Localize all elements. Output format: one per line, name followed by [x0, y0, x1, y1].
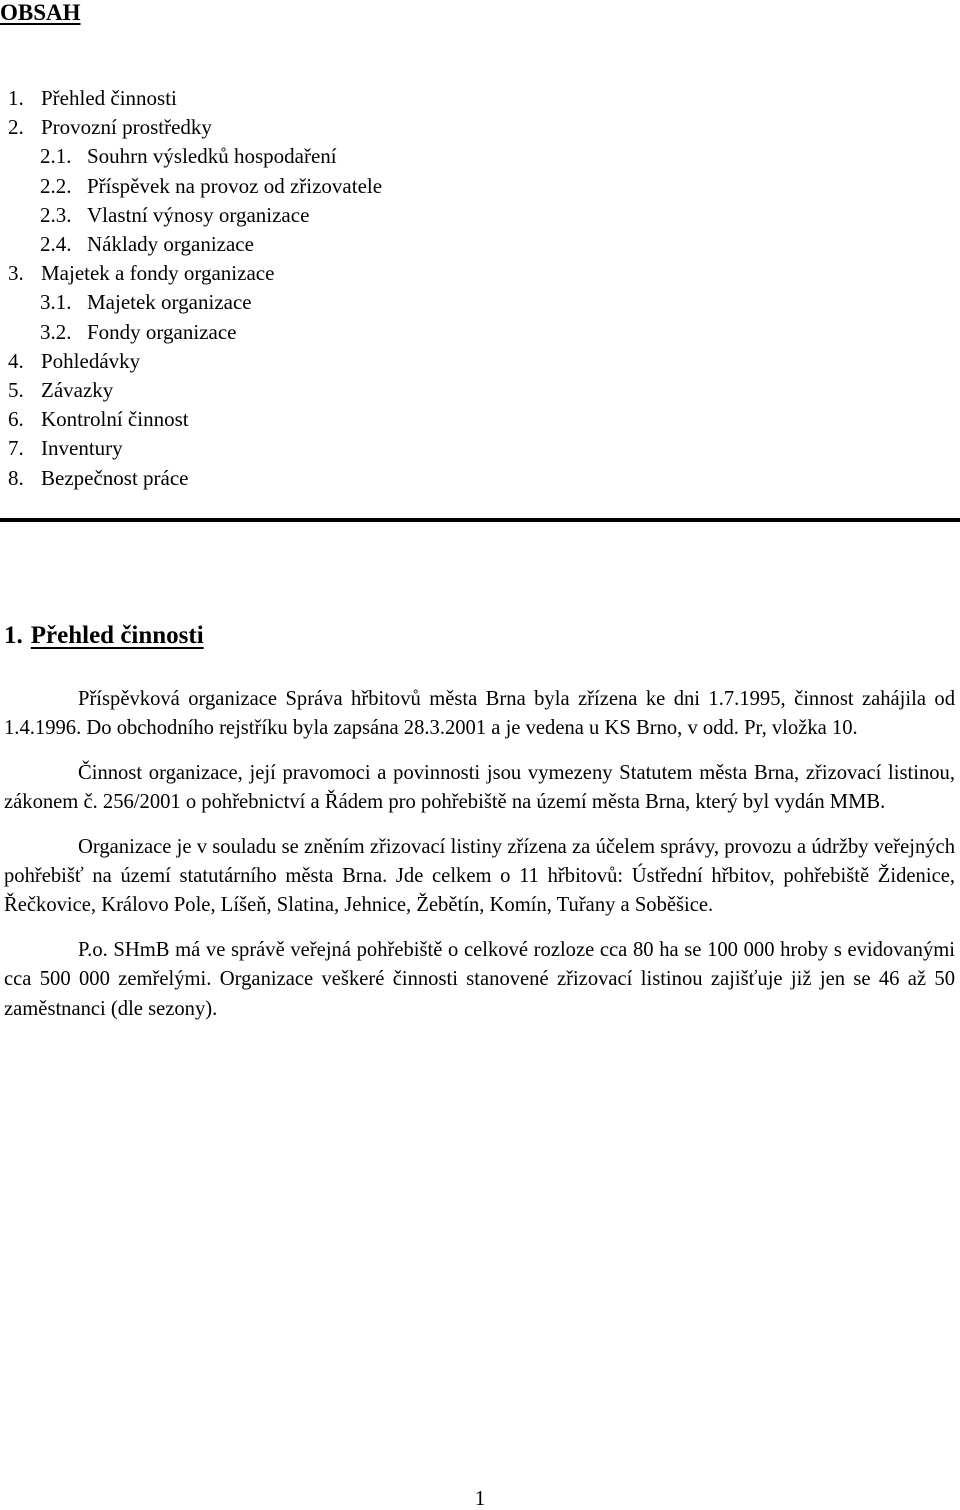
toc-item[interactable]: [8, 230, 382, 259]
page-number: 1: [474, 1486, 486, 1510]
section-title-text: Přehled činnosti: [30, 622, 204, 649]
section-number: 1.: [4, 622, 23, 649]
paragraph: Organizace je v souladu se zněním zřizovací listiny zřízena za účelem správy, provozu a údržby veřejných pohřebišť na území statutárního města Brna. Jde celkem o 11 hřbitovů: Ústřední hřbitov, pohřebiště Židenice, Řečkovice, Královo Pole, Líšeň, Slatina, Jehnice, Žebětín, Komín, Tuřany a Soběšice.: [4, 835, 955, 917]
toc-item[interactable]: [8, 318, 382, 347]
contents-heading: OBSAH: [0, 0, 81, 25]
section-title: [4, 620, 204, 652]
toc-item-label: Vlastní výnosy organizace: [87, 202, 310, 227]
toc-item-number: 2.4.: [40, 232, 72, 257]
toc-item-number: 3.: [8, 261, 24, 286]
toc-item-label: Souhrn výsledků hospodaření: [87, 144, 337, 169]
toc-item[interactable]: [8, 201, 382, 230]
table-of-contents: [8, 84, 382, 493]
toc-item-label: Přehled činnosti: [41, 86, 177, 110]
toc-item-number: 2.: [8, 115, 24, 140]
toc-item-number: 1.: [8, 86, 24, 110]
toc-item-number: 3.2.: [40, 319, 72, 344]
toc-item-label: Pohledávky: [41, 348, 141, 373]
toc-item[interactable]: [8, 434, 382, 463]
paragraph: Příspěvková organizace Správa hřbitovů města Brna byla zřízena ke dni 1.7.1995, činnost zahájila od 1.4.1996. Do obchodního rejstříku byla zapsána 28.3.2001 a je vedena u KS Brno, v odd. Pr, vložka 10.: [4, 688, 955, 740]
toc-item-label: Fondy organizace: [87, 319, 237, 344]
toc-item[interactable]: [8, 172, 382, 201]
toc-item-label: Provozní prostředky: [41, 115, 212, 140]
toc-item[interactable]: [8, 84, 382, 113]
toc-item-number: 2.3.: [40, 202, 72, 227]
toc-item[interactable]: [8, 405, 382, 434]
toc-item-label: Bezpečnost práce: [41, 465, 189, 490]
toc-item-label: Závazky: [41, 378, 114, 403]
toc-item-label: Náklady organizace: [87, 232, 254, 257]
toc-item[interactable]: [8, 347, 382, 376]
toc-item-number: 8.: [8, 465, 24, 490]
toc-item-label: Příspěvek na provoz od zřizovatele: [87, 173, 383, 198]
section-body: [4, 685, 955, 1039]
toc-item-number: 7.: [8, 436, 24, 461]
toc-item-number: 4.: [8, 348, 24, 373]
toc-item-number: 3.1.: [40, 290, 72, 315]
toc-item-label: Majetek organizace: [87, 290, 252, 315]
toc-item-number: 2.2.: [40, 173, 72, 198]
paragraph: Činnost organizace, její pravomoci a povinnosti jsou vymezeny Statutem města Brna, zřizovací listinou, zákonem č. 256/2001 o pohřebnictví a Řádem pro pohřebiště na území města Brna, který byl vydán MMB.: [4, 761, 955, 814]
toc-item[interactable]: [8, 376, 382, 405]
toc-item[interactable]: [8, 259, 382, 288]
paragraph: P.o. SHmB má ve správě veřejná pohřebiště o celkové rozloze cca 80 ha se 100 000 hroby s evidovanými cca 500 000 zemřelými. Organizace veškeré činnosti stanovené zřizovací listinou zajišťuje již jen se 46 až 50 zaměstnanci (dle sezony).: [4, 938, 955, 1020]
toc-item[interactable]: [8, 142, 382, 171]
toc-item-label: Kontrolní činnost: [41, 407, 189, 432]
toc-item-number: 2.1.: [40, 144, 72, 169]
toc-item-number: 6.: [8, 407, 24, 432]
toc-item-number: 5.: [8, 378, 24, 403]
toc-item[interactable]: [8, 464, 382, 493]
section-divider: [0, 518, 960, 522]
toc-item[interactable]: [8, 113, 382, 142]
toc-item-label: Inventury: [41, 436, 123, 461]
toc-item[interactable]: [8, 288, 382, 317]
toc-item-label: Majetek a fondy organizace: [41, 261, 275, 286]
